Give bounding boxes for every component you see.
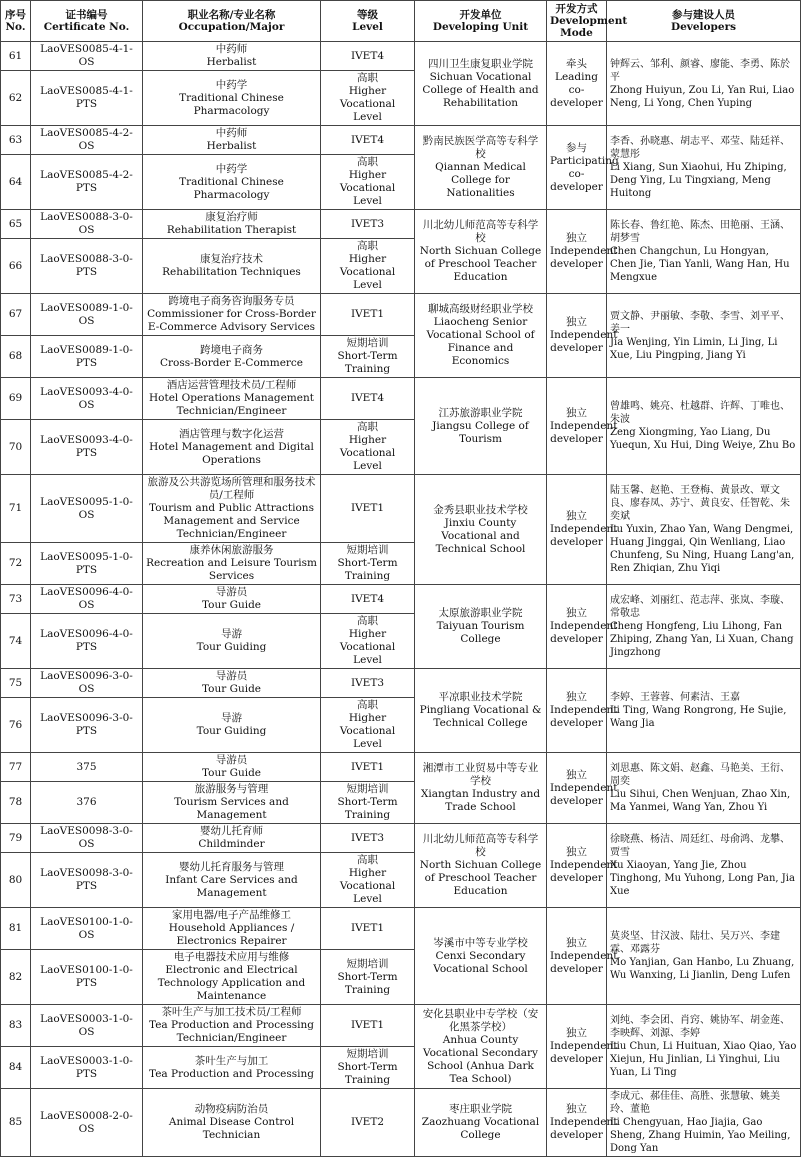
row-certificate: LaoVES0096-4-0-OS <box>31 585 143 614</box>
row-occupation: 婴幼儿托育服务与管理 Infant Care Services and Management <box>143 853 321 908</box>
row-occupation: 茶叶生产与加工 Tea Production and Processing <box>143 1047 321 1089</box>
header-certificate: 证书编号 Certificate No. <box>31 1 143 42</box>
row-level: 短期培训 Short-Term Training <box>321 543 415 585</box>
row-certificate: LaoVES0008-2-0-OS <box>31 1089 143 1157</box>
row-level: IVET1 <box>321 908 415 950</box>
row-certificate: LaoVES0096-3-0-OS <box>31 669 143 698</box>
row-level: IVET3 <box>321 824 415 853</box>
row-unit: 黔南民族医学高等专科学校 Qiannan Medical College for Nationalities <box>415 126 547 210</box>
row-certificate: LaoVES0095-1-0-OS <box>31 475 143 543</box>
row-no: 64 <box>1 155 31 210</box>
row-certificate: LaoVES0003-1-0-OS <box>31 1005 143 1047</box>
row-mode: 独立 Independent developer <box>547 585 607 669</box>
row-no: 61 <box>1 42 31 71</box>
row-no: 68 <box>1 336 31 378</box>
row-certificate: LaoVES0085-4-1-PTS <box>31 71 143 126</box>
row-mode: 独立 Independent developer <box>547 475 607 585</box>
header-unit: 开发单位 Developing Unit <box>415 1 547 42</box>
row-no: 62 <box>1 71 31 126</box>
row-level: 高职 Higher Vocational Level <box>321 71 415 126</box>
header-row <box>1 1 801 42</box>
row-level: 短期培训 Short-Term Training <box>321 336 415 378</box>
row-no: 66 <box>1 239 31 294</box>
row-certificate: 376 <box>31 782 143 824</box>
row-unit: 川北幼儿师范高等专科学校 North Sichuan College of Preschool Teacher Education <box>415 210 547 294</box>
row-certificate: LaoVES0093-4-0-PTS <box>31 420 143 475</box>
row-occupation: 旅游服务与管理 Tourism Services and Management <box>143 782 321 824</box>
row-no: 81 <box>1 908 31 950</box>
table-row <box>1 908 801 950</box>
row-developers: 曾雄鸣、姚亮、杜越群、许辉、丁唯也、朱波 Zeng Xiongming, Yao Liang, Du Yuequn, Xu Hui, Ding Weiye, Zhu Bo <box>607 378 801 475</box>
table-row <box>1 669 801 698</box>
row-unit: 川北幼儿师范高等专科学校 North Sichuan College of Preschool Teacher Education <box>415 824 547 908</box>
row-unit: 岑溪市中等专业学校 Cenxi Secondary Vocational School <box>415 908 547 1005</box>
row-unit: 湘潭市工业贸易中等专业学校 Xiangtan Industry and Trade School <box>415 753 547 824</box>
row-no: 84 <box>1 1047 31 1089</box>
row-occupation: 康养休闲旅游服务 Recreation and Leisure Tourism Services <box>143 543 321 585</box>
row-certificate: LaoVES0003-1-0-PTS <box>31 1047 143 1089</box>
row-mode: 独立 Independent developer <box>547 378 607 475</box>
row-mode: 独立 Independent developer <box>547 824 607 908</box>
row-certificate: LaoVES0089-1-0-OS <box>31 294 143 336</box>
row-no: 85 <box>1 1089 31 1157</box>
table-row <box>1 42 801 71</box>
row-occupation: 中药学 Traditional Chinese Pharmacology <box>143 71 321 126</box>
header-mode: 开发方式 Development Mode <box>547 1 607 42</box>
row-certificate: LaoVES0096-3-0-PTS <box>31 698 143 753</box>
row-mode: 独立 Independent developer <box>547 753 607 824</box>
row-unit: 枣庄职业学院 Zaozhuang Vocational College <box>415 1089 547 1157</box>
row-no: 67 <box>1 294 31 336</box>
row-level: 高职 Higher Vocational Level <box>321 420 415 475</box>
table-row <box>1 210 801 239</box>
row-certificate: LaoVES0088-3-0-OS <box>31 210 143 239</box>
row-level: IVET1 <box>321 1005 415 1047</box>
row-occupation: 康复治疗技术 Rehabilitation Techniques <box>143 239 321 294</box>
row-developers: 钟辉云、邹利、颜睿、廖能、李勇、陈於平 Zhong Huiyun, Zou Li, Yan Rui, Liao Neng, Li Yong, Chen Yuping <box>607 42 801 126</box>
row-level: 高职 Higher Vocational Level <box>321 698 415 753</box>
row-occupation: 导游 Tour Guiding <box>143 614 321 669</box>
row-mode: 独立 Independent developer <box>547 294 607 378</box>
table-row <box>1 294 801 336</box>
row-unit: 平凉职业技术学院 Pingliang Vocational & Technical College <box>415 669 547 753</box>
row-developers: 陆玉馨、赵艳、王登梅、黄景改、覃文良、廖春凤、苏宁、黄良安、任智乾、朱奕斌 Lu Yuxin, Zhao Yan, Wang Dengmei, Huang Jinggai, Qin Wenliang, Liao Chunfeng, Su Ning, Huang Lang'an, Ren Zhiqian, Zhu Yiqi <box>607 475 801 585</box>
row-level: 短期培训 Short-Term Training <box>321 782 415 824</box>
row-developers: 莫炎坚、甘汉波、陆壮、吴万兴、李建霖、邓露芬 Mo Yanjian, Gan Hanbo, Lu Zhuang, Wu Wanxing, Li Jianlin, Deng Lufen <box>607 908 801 1005</box>
row-certificate: LaoVES0100-1-0-OS <box>31 908 143 950</box>
row-no: 80 <box>1 853 31 908</box>
row-no: 65 <box>1 210 31 239</box>
row-level: IVET4 <box>321 585 415 614</box>
row-unit: 聊城高级财经职业学校 Liaocheng Senior Vocational School of Finance and Economics <box>415 294 547 378</box>
row-no: 70 <box>1 420 31 475</box>
row-mode: 牵头 Leading co-developer <box>547 42 607 126</box>
row-mode: 独立 Independent developer <box>547 1089 607 1157</box>
row-no: 82 <box>1 950 31 1005</box>
row-level: 高职 Higher Vocational Level <box>321 853 415 908</box>
row-occupation: 导游员 Tour Guide <box>143 585 321 614</box>
row-level: IVET1 <box>321 753 415 782</box>
row-level: IVET3 <box>321 669 415 698</box>
row-level: IVET2 <box>321 1089 415 1157</box>
row-level: 高职 Higher Vocational Level <box>321 614 415 669</box>
row-occupation: 跨境电子商务咨询服务专员 Commissioner for Cross-Border E-Commerce Advisory Services <box>143 294 321 336</box>
row-occupation: 电子电器技术应用与维修 Electronic and Electrical Technology Application and Maintenance <box>143 950 321 1005</box>
row-occupation: 茶叶生产与加工技术员/工程师 Tea Production and Processing Technician/Engineer <box>143 1005 321 1047</box>
row-unit: 金秀县职业技术学校 Jinxiu County Vocational and Technical School <box>415 475 547 585</box>
table-row <box>1 585 801 614</box>
row-level: 短期培训 Short-Term Training <box>321 950 415 1005</box>
row-certificate: 375 <box>31 753 143 782</box>
row-developers: 徐晓燕、杨洁、周廷红、母俞鸿、龙攀、贾雪 Xu Xiaoyan, Yang Jie, Zhou Tinghong, Mu Yuhong, Long Pan, Jia Xue <box>607 824 801 908</box>
row-certificate: LaoVES0085-4-2-PTS <box>31 155 143 210</box>
row-occupation: 酒店运营管理技术员/工程师 Hotel Operations Management Technician/Engineer <box>143 378 321 420</box>
row-occupation: 旅游及公共游览场所管理和服务技术员/工程师 Tourism and Public Attractions Management and Service Technician/Engineer <box>143 475 321 543</box>
row-no: 73 <box>1 585 31 614</box>
row-no: 83 <box>1 1005 31 1047</box>
row-level: IVET4 <box>321 126 415 155</box>
row-occupation: 动物疫病防治员 Animal Disease Control Technician <box>143 1089 321 1157</box>
row-unit: 太原旅游职业学院 Taiyuan Tourism College <box>415 585 547 669</box>
row-level: IVET3 <box>321 210 415 239</box>
row-occupation: 中药师 Herbalist <box>143 42 321 71</box>
row-certificate: LaoVES0100-1-0-PTS <box>31 950 143 1005</box>
row-occupation: 酒店管理与数字化运营 Hotel Management and Digital Operations <box>143 420 321 475</box>
table-row <box>1 753 801 782</box>
row-developers: 刘思惠、陈文娟、赵鑫、马艳美、王衍、周奕 Liu Sihui, Chen Wenjuan, Zhao Xin, Ma Yanmei, Wang Yan, Zhou Yi <box>607 753 801 824</box>
row-no: 71 <box>1 475 31 543</box>
row-occupation: 家用电器/电子产品维修工 Household Appliances / Electronics Repairer <box>143 908 321 950</box>
row-developers: 刘纯、李会团、肖窍、姚协军、胡金莲、李映辉、刘源、李婷 Liu Chun, Li Huituan, Xiao Qiao, Yao Xiejun, Hu Jinlian, Li Yinghui, Liu Yuan, Li Ting <box>607 1005 801 1089</box>
row-mode: 独立 Independent developer <box>547 1005 607 1089</box>
row-no: 79 <box>1 824 31 853</box>
row-level: 短期培训 Short-Term Training <box>321 1047 415 1089</box>
row-certificate: LaoVES0093-4-0-OS <box>31 378 143 420</box>
row-occupation: 婴幼儿托育师 Childminder <box>143 824 321 853</box>
header-developers: 参与建设人员 Developers <box>607 1 801 42</box>
row-level: IVET1 <box>321 294 415 336</box>
row-developers: 李香、孙晓惠、胡志平、邓莹、陆廷祥、蒙慧彤 Li Xiang, Sun Xiaohui, Hu Zhiping, Deng Ying, Lu Tingxiang, Meng Huitong <box>607 126 801 210</box>
row-unit: 江苏旅游职业学院 Jiangsu College of Tourism <box>415 378 547 475</box>
row-unit: 安化县职业中专学校（安化黑茶学校） Anhua County Vocational Secondary School (Anhua Dark Tea School) <box>415 1005 547 1089</box>
row-developers: 李婷、王蓉蓉、何素洁、王嘉 Li Ting, Wang Rongrong, He Sujie, Wang Jia <box>607 669 801 753</box>
row-no: 69 <box>1 378 31 420</box>
row-certificate: LaoVES0096-4-0-PTS <box>31 614 143 669</box>
header-no: 序号 No. <box>1 1 31 42</box>
row-occupation: 跨境电子商务 Cross-Border E-Commerce <box>143 336 321 378</box>
row-no: 63 <box>1 126 31 155</box>
row-no: 78 <box>1 782 31 824</box>
table-row <box>1 1089 801 1157</box>
row-certificate: LaoVES0098-3-0-OS <box>31 824 143 853</box>
row-occupation: 导游员 Tour Guide <box>143 753 321 782</box>
row-level: IVET4 <box>321 378 415 420</box>
row-level: IVET4 <box>321 42 415 71</box>
row-level: 高职 Higher Vocational Level <box>321 239 415 294</box>
table-row <box>1 1005 801 1047</box>
row-certificate: LaoVES0089-1-0-PTS <box>31 336 143 378</box>
header-occupation: 职业名称/专业名称 Occupation/Major <box>143 1 321 42</box>
table-row <box>1 378 801 420</box>
row-no: 75 <box>1 669 31 698</box>
row-mode: 独立 Independent developer <box>547 908 607 1005</box>
row-mode: 独立 Independent developer <box>547 669 607 753</box>
row-no: 74 <box>1 614 31 669</box>
row-occupation: 导游员 Tour Guide <box>143 669 321 698</box>
row-mode: 独立 Independent developer <box>547 210 607 294</box>
row-certificate: LaoVES0085-4-2-OS <box>31 126 143 155</box>
row-no: 77 <box>1 753 31 782</box>
row-certificate: LaoVES0085-4-1-OS <box>31 42 143 71</box>
row-unit: 四川卫生康复职业学院 Sichuan Vocational College of Health and Rehabilitation <box>415 42 547 126</box>
row-developers: 贾文静、尹丽敏、李敬、李雪、刘平平、姜一 Jia Wenjing, Yin Limin, Li Jing, Li Xue, Liu Pingping, Jiang Yi <box>607 294 801 378</box>
row-developers: 陈长春、鲁红艳、陈杰、田艳丽、王涵、胡梦雪 Chen Changchun, Lu Hongyan, Chen Jie, Tian Yanli, Wang Han, Hu Mengxue <box>607 210 801 294</box>
row-occupation: 康复治疗师 Rehabilitation Therapist <box>143 210 321 239</box>
row-level: 高职 Higher Vocational Level <box>321 155 415 210</box>
table-row <box>1 824 801 853</box>
row-certificate: LaoVES0098-3-0-PTS <box>31 853 143 908</box>
row-mode: 参与 Participating co-developer <box>547 126 607 210</box>
row-level: IVET1 <box>321 475 415 543</box>
table-row <box>1 475 801 543</box>
table-row <box>1 126 801 155</box>
row-certificate: LaoVES0088-3-0-PTS <box>31 239 143 294</box>
row-no: 72 <box>1 543 31 585</box>
row-occupation: 导游 Tour Guiding <box>143 698 321 753</box>
row-developers: 成宏峰、刘丽红、范志萍、张岚、李璇、常敬忠 Cheng Hongfeng, Liu Lihong, Fan Zhiping, Zhang Yan, Li Xuan, Chang Jingzhong <box>607 585 801 669</box>
row-developers: 李成元、郝佳佳、高胜、张慧敏、姚美玲、董艳 Li Chengyuan, Hao Jiajia, Gao Sheng, Zhang Huimin, Yao Meiling, Dong Yan <box>607 1089 801 1157</box>
header-level: 等级 Level <box>321 1 415 42</box>
row-no: 76 <box>1 698 31 753</box>
row-occupation: 中药师 Herbalist <box>143 126 321 155</box>
row-certificate: LaoVES0095-1-0-PTS <box>31 543 143 585</box>
row-occupation: 中药学 Traditional Chinese Pharmacology <box>143 155 321 210</box>
